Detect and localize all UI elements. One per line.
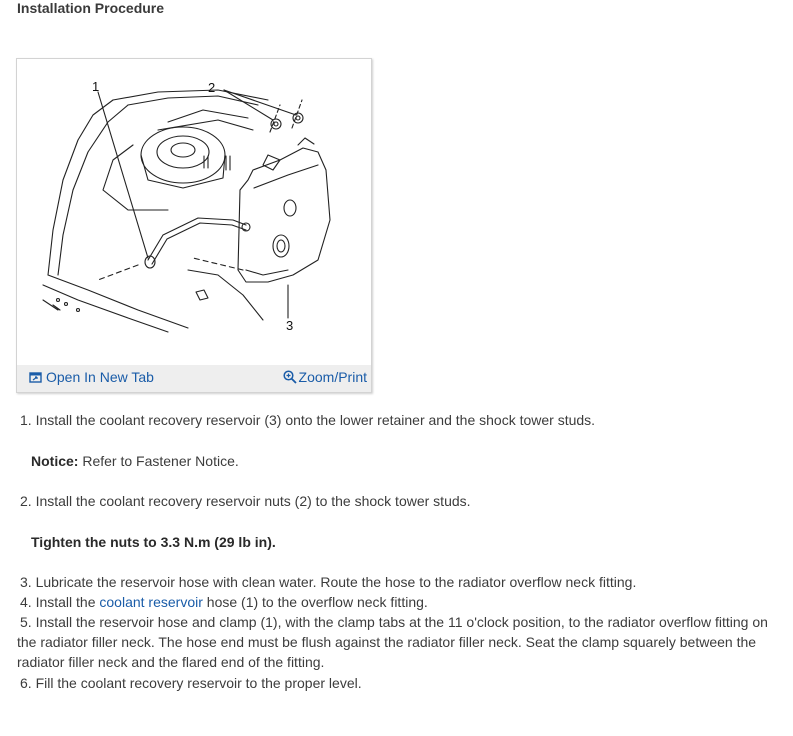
open-in-new-tab-link[interactable] [29, 369, 154, 385]
figure-panel [16, 58, 372, 393]
notice [31, 451, 239, 471]
step-6 [17, 673, 362, 693]
notice-text: Refer to Fastener Notice. [78, 453, 239, 469]
callout-3: 3 [286, 318, 294, 333]
open-tab-icon [29, 371, 42, 384]
callout-1: 1 [92, 79, 100, 94]
zoom-print-label: Zoom/Print [298, 369, 367, 385]
step-4 [17, 592, 428, 612]
step-5-text: 5. Install the reservoir hose and clamp (1), with the clamp tabs at the 11 o'clock position, to the radiator overflow fitting on the radiator filler neck. The hose end must be flush against the radiator filler neck. Seat the clamp squarely between the radiator filler neck and the flared end of the fitting. [17, 614, 768, 670]
step-2 [17, 491, 471, 511]
step-1-text: 1. Install the coolant recovery reservoir (3) onto the lower retainer and the shock tower studs. [20, 412, 596, 428]
step-4-prefix: 4. Install the [20, 594, 100, 610]
step-4-suffix: hose (1) to the overflow neck fitting. [202, 594, 428, 610]
figure-toolbar [17, 365, 371, 392]
step-5 [17, 612, 789, 672]
callout-2: 2 [208, 80, 216, 95]
page-title: Installation Procedure [17, 0, 165, 16]
tighten-text: Tighten the nuts to 3.3 N.m (29 lb in). [31, 534, 276, 550]
zoom-icon [283, 370, 297, 384]
step-3-text: 3. Lubricate the reservoir hose with clean water. Route the hose to the radiator overflow neck fitting. [20, 574, 637, 590]
coolant-reservoir-diagram[interactable] [18, 60, 370, 364]
step-1 [17, 410, 595, 430]
tighten-spec [31, 532, 276, 552]
notice-label: Notice: [31, 453, 79, 469]
step-2-text: 2. Install the coolant recovery reservoir nuts (2) to the shock tower studs. [20, 493, 471, 509]
open-in-new-tab-label: Open In New Tab [46, 369, 154, 385]
step-3 [17, 572, 636, 592]
coolant-reservoir-link[interactable]: coolant reservoir [99, 594, 203, 610]
zoom-print-link[interactable] [283, 369, 367, 385]
step-6-text: 6. Fill the coolant recovery reservoir to the proper level. [20, 675, 362, 691]
